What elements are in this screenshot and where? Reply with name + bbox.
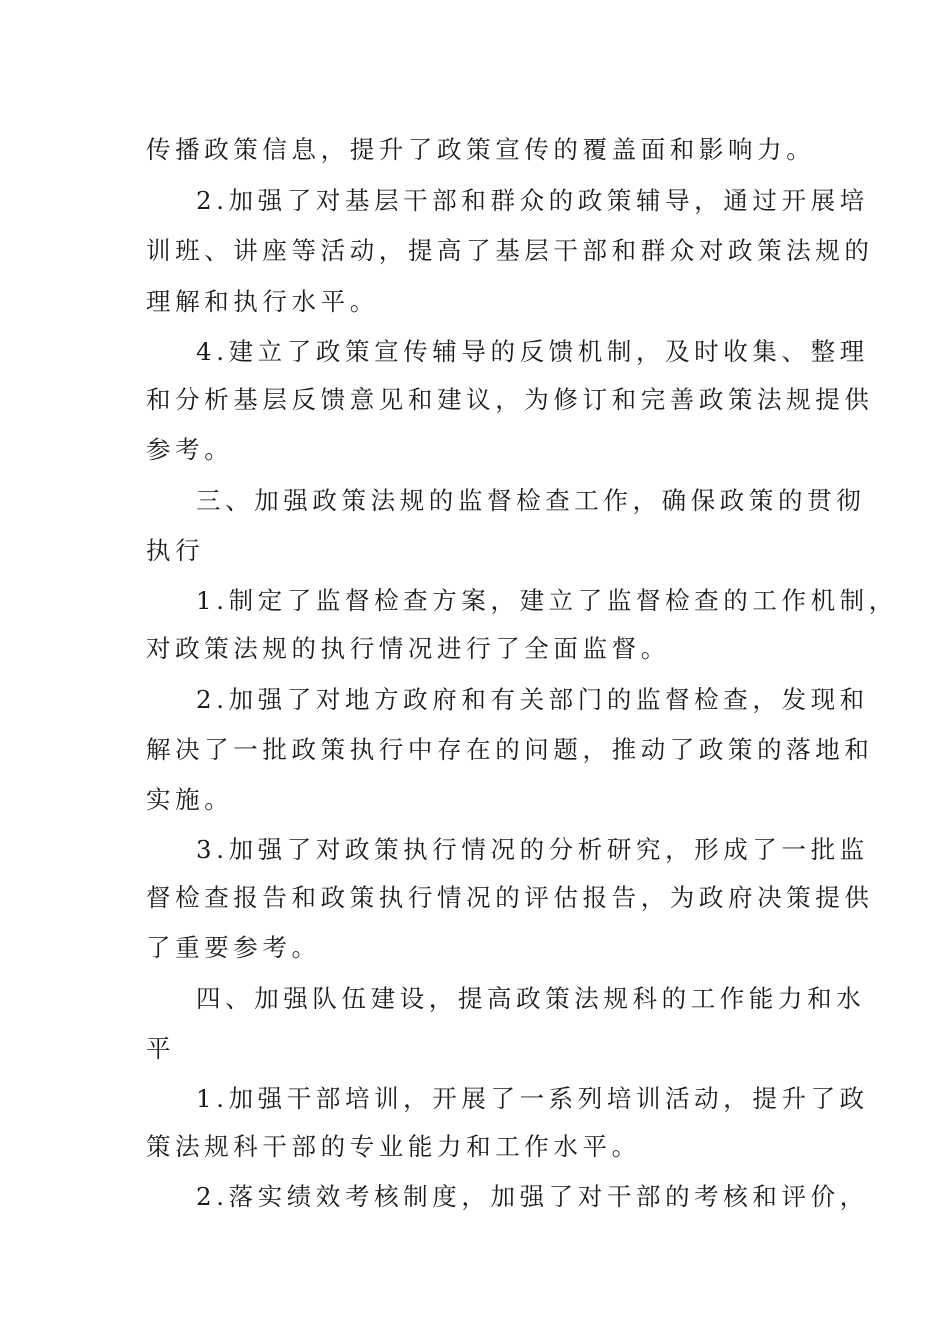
section-heading-4: 四、加强队伍建设，提高政策法规科的工作能力和水 — [196, 984, 866, 1013]
text-line: 对政策法规的执行情况进行了全面监督。 — [146, 634, 670, 663]
section-heading-4-continued: 平 — [146, 1034, 176, 1063]
list-item-2-line-1: 2.加强了对基层干部和群众的政策辅导，通过开展培 — [196, 186, 869, 215]
section-heading-3: 三、加强政策法规的监督检查工作，确保政策的贯彻 — [196, 486, 866, 515]
list-item-4-line-1: 4.建立了政策宣传辅导的反馈机制，及时收集、整理 — [196, 337, 869, 366]
list-item-1-line-1: 1.加强干部培训，开展了一系列培训活动，提升了政 — [196, 1084, 869, 1113]
text-line: 理解和执行水平。 — [146, 287, 379, 316]
text-line: 传播政策信息，提升了政策宣传的覆盖面和影响力。 — [146, 135, 816, 164]
text-line: 参考。 — [146, 435, 234, 464]
list-item-3-line-1: 3.加强了对政策执行情况的分析研究，形成了一批监 — [196, 835, 869, 864]
text-line: 策法规科干部的专业能力和工作水平。 — [146, 1132, 641, 1161]
text-line: 实施。 — [146, 785, 234, 814]
text-line: 解决了一批政策执行中存在的问题，推动了政策的落地和 — [146, 735, 874, 764]
text-line: 和分析基层反馈意见和建议，为修订和完善政策法规提供 — [146, 385, 874, 414]
list-item-1-line-1: 1.制定了监督检查方案，建立了监督检查的工作机制， — [196, 586, 898, 615]
text-line: 督检查报告和政策执行情况的评估报告，为政府决策提供 — [146, 883, 874, 912]
list-item-2-line-1: 2.加强了对地方政府和有关部门的监督检查，发现和 — [196, 685, 869, 714]
section-heading-3-continued: 执行 — [146, 536, 205, 565]
list-item-2-line-1: 2.落实绩效考核制度，加强了对干部的考核和评价， — [196, 1182, 869, 1211]
text-line: 训班、讲座等活动，提高了基层干部和群众对政策法规的 — [146, 236, 874, 265]
text-line: 了重要参考。 — [146, 933, 321, 962]
